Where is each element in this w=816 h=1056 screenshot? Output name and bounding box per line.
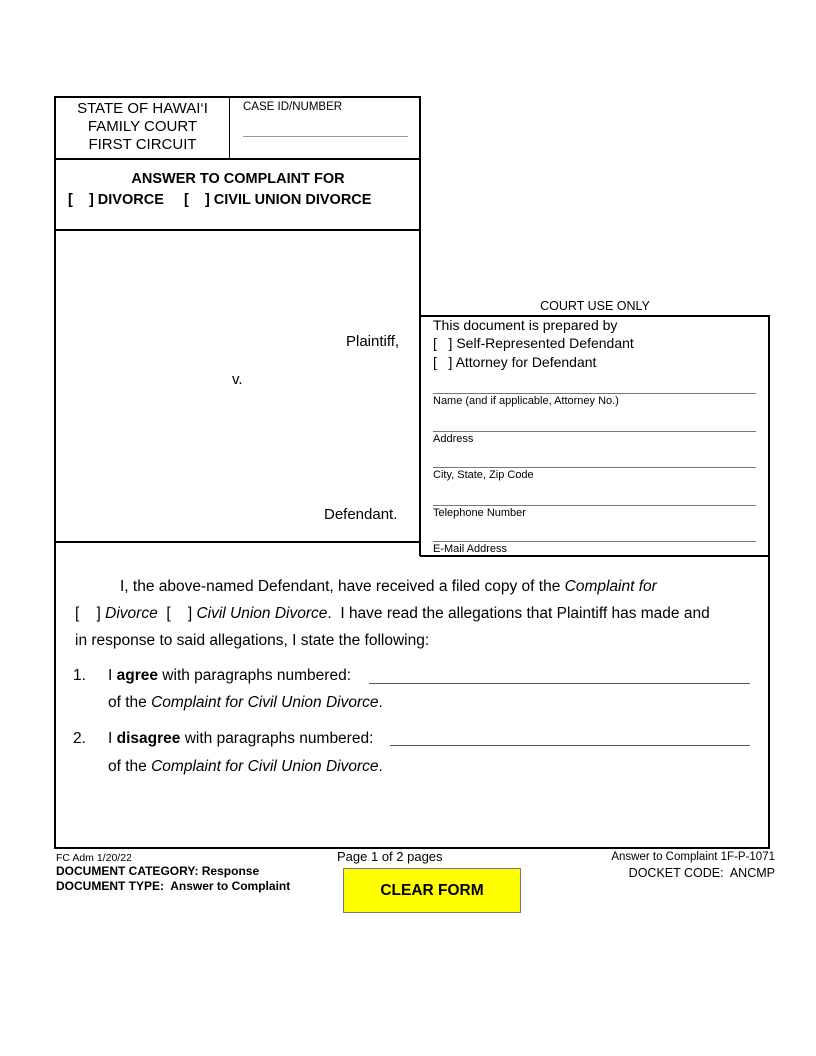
name-input-line[interactable]	[433, 393, 756, 394]
intro-line-2	[75, 599, 755, 629]
item-2-line2-suffix: .	[378, 758, 383, 775]
telephone-input-line[interactable]	[433, 505, 756, 506]
document-type: DOCUMENT TYPE: Answer to Complaint	[56, 879, 291, 893]
document-category: DOCUMENT CATEGORY: Response	[56, 864, 260, 878]
telephone-field-label: Telephone Number	[433, 507, 526, 519]
civil-union-checkbox[interactable]: [ ]	[157, 605, 197, 622]
intro-text-2: . I have read the allegations that Plaintiff has made and	[327, 605, 710, 622]
email-field-label: E-Mail Address	[433, 543, 507, 555]
item-2-text	[108, 730, 373, 748]
item-2-line2-italic: Complaint for Civil Union Divorce	[151, 758, 379, 775]
court-line-family: FAMILY COURT	[87, 118, 198, 135]
form-reference: Answer to Complaint 1F-P-1071	[611, 851, 775, 863]
item-2-line2-prefix: of the	[108, 758, 152, 775]
item-2-prefix: I	[108, 730, 117, 747]
divorce-label: Divorce	[105, 605, 158, 622]
item-1-line2-prefix: of the	[108, 694, 152, 711]
intro-text-1: I, the above-named Defendant, have received a filed copy of the	[120, 578, 565, 595]
item-2-line-2	[108, 758, 383, 776]
court-use-title: COURT USE ONLY	[540, 299, 650, 313]
item-1-line-2	[108, 694, 383, 712]
item-1-line2-italic: Complaint for Civil Union Divorce	[151, 694, 379, 711]
city-state-zip-field-label: City, State, Zip Code	[433, 469, 534, 481]
intro-line-3: in response to said allegations, I state the following:	[75, 632, 430, 649]
court-line-state: STATE OF HAWAI‘I	[77, 100, 208, 117]
plaintiff-label: Plaintiff,	[346, 333, 400, 350]
civil-union-label: Civil Union Divorce	[196, 605, 328, 622]
address-field-label: Address	[433, 433, 474, 445]
form-id: FC Adm 1/20/22	[56, 852, 132, 864]
document-title-options[interactable]: [ ] DIVORCE [ ] CIVIL UNION DIVORCE	[68, 192, 372, 208]
item-1-suffix: with paragraphs numbered:	[158, 667, 352, 684]
item-1-text	[108, 667, 351, 685]
name-field-label: Name (and if applicable, Attorney No.)	[433, 395, 619, 407]
item-2-bold: disagree	[116, 730, 181, 747]
item-1-bold: agree	[116, 667, 158, 684]
disagree-paragraphs-input[interactable]	[390, 745, 750, 746]
email-input-line[interactable]	[433, 541, 756, 542]
versus-label: v.	[232, 371, 243, 388]
case-id-label: CASE ID/NUMBER	[243, 101, 343, 113]
address-input-line[interactable]	[433, 431, 756, 432]
item-2-number: 2.	[73, 730, 86, 747]
page-number: Page 1 of 2 pages	[337, 849, 443, 864]
case-id-field[interactable]	[243, 118, 408, 137]
docket-code: DOCKET CODE: ANCMP	[628, 866, 775, 880]
item-1-number: 1.	[73, 667, 86, 684]
attorney-checkbox[interactable]: [ ] Attorney for Defendant	[433, 354, 597, 370]
self-represented-checkbox[interactable]: [ ] Self-Represented Defendant	[433, 335, 634, 351]
item-1-line2-suffix: .	[378, 694, 383, 711]
court-line-circuit: FIRST CIRCUIT	[88, 136, 197, 153]
agree-paragraphs-input[interactable]	[369, 683, 750, 684]
item-1-prefix: I	[108, 667, 117, 684]
divorce-checkbox[interactable]: [ ]	[75, 605, 106, 622]
court-name	[56, 100, 229, 154]
defendant-label: Defendant.	[324, 506, 398, 523]
prepared-by-label: This document is prepared by	[433, 317, 618, 333]
item-2-suffix: with paragraphs numbered:	[180, 730, 374, 747]
document-title: ANSWER TO COMPLAINT FOR	[131, 171, 345, 187]
clear-form-button[interactable]: CLEAR FORM	[343, 868, 521, 913]
intro-italic-1: Complaint for	[564, 578, 657, 595]
city-state-zip-input-line[interactable]	[433, 467, 756, 468]
intro-line-1	[75, 572, 755, 602]
